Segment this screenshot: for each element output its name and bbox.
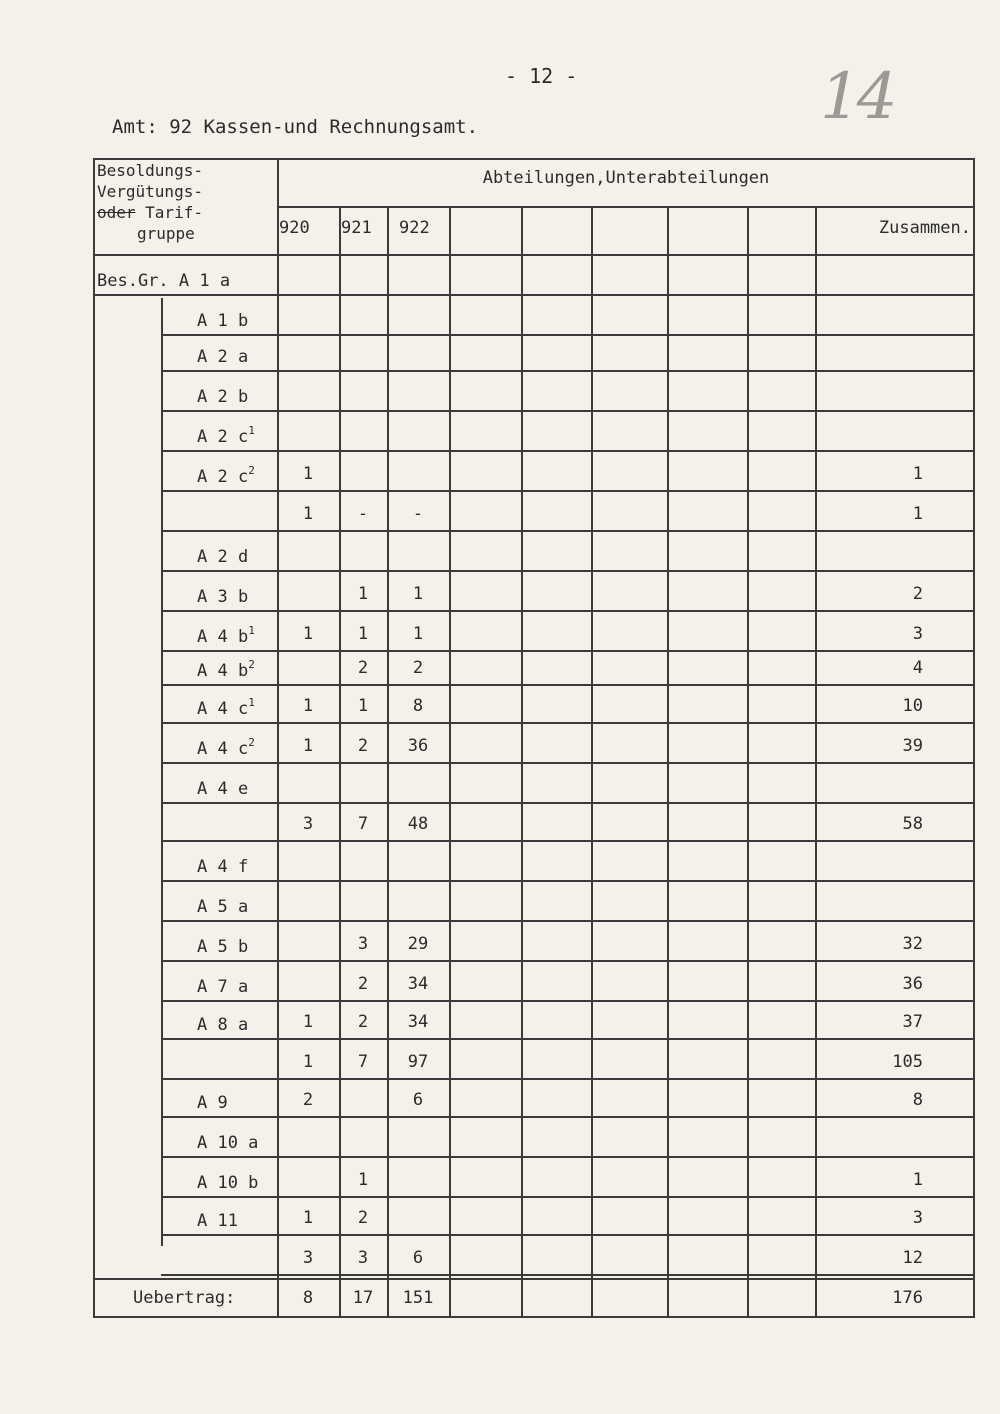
carry-row	[93, 1280, 975, 1316]
cell-c921: 7	[357, 814, 369, 834]
cell-total: 12	[902, 1248, 923, 1268]
col-header-922: 922	[399, 218, 430, 238]
row-group-text: A 2 d	[197, 547, 249, 567]
row-group-text: A 2 a	[197, 347, 249, 367]
row-group-text: A 11	[197, 1211, 238, 1231]
carry-920: 8	[302, 1288, 314, 1308]
table-row	[93, 766, 975, 802]
cell-total: 1	[912, 504, 923, 524]
cell-c922: 1	[412, 624, 424, 644]
cell-total: 1	[912, 1170, 923, 1190]
table-row	[93, 1198, 975, 1234]
carry-label: Uebertrag:	[133, 1288, 236, 1308]
cell-c921: 2	[357, 1208, 369, 1228]
cell-c922: 97	[407, 1052, 429, 1072]
cell-c920: 1	[302, 1012, 314, 1032]
cell-c921: 1	[357, 584, 369, 604]
cell-c920: 1	[302, 624, 314, 644]
cell-c920: 1	[302, 736, 314, 756]
row-group-label	[197, 624, 255, 647]
col-header-921: 921	[341, 218, 372, 238]
row-group-text: A 10 b	[197, 1173, 259, 1193]
group-header-line3: Tarif-	[135, 203, 203, 222]
row-group-text: A 4 c	[197, 739, 249, 759]
cell-total: 37	[902, 1012, 923, 1032]
cell-c921: 3	[357, 1248, 369, 1268]
cell-c922: 8	[412, 696, 424, 716]
cell-c921: 2	[357, 1012, 369, 1032]
table-row	[93, 258, 975, 294]
table-row	[93, 844, 975, 880]
cell-total: 32	[902, 934, 923, 954]
row-group-label	[197, 736, 255, 759]
cell-c920: 1	[302, 1052, 314, 1072]
table-row	[93, 924, 975, 960]
row-group-superscript: 2	[248, 736, 255, 749]
cell-total: 1	[912, 464, 923, 484]
cell-c921: 1	[357, 624, 369, 644]
row-group-superscript: 2	[248, 658, 255, 671]
col-header-total: Zusammen.	[878, 218, 971, 238]
table-row	[93, 884, 975, 920]
table-row	[93, 1080, 975, 1116]
table-row	[93, 534, 975, 570]
table-row	[93, 686, 975, 722]
table-row	[93, 414, 975, 450]
row-group-label	[197, 308, 248, 331]
group-header-line1: Besoldungs-	[97, 161, 203, 180]
row-group-text: A 7 a	[197, 977, 249, 997]
group-column-header	[97, 160, 273, 244]
cell-total: 2	[912, 584, 923, 604]
row-group-text: A 8 a	[197, 1015, 249, 1035]
cell-c920: 2	[302, 1090, 314, 1110]
staff-table	[93, 158, 975, 1318]
row-group-label	[197, 934, 248, 957]
cell-c921: -	[357, 504, 369, 524]
cell-c922: 29	[407, 934, 429, 954]
row-group-label	[197, 696, 255, 719]
row-group-label	[197, 344, 248, 367]
cell-c921: 2	[357, 736, 369, 756]
row-group-label	[197, 894, 248, 917]
row-group-label	[197, 1090, 228, 1113]
cell-c920: 1	[302, 504, 314, 524]
table-row	[93, 1238, 975, 1274]
row-group-label	[197, 584, 248, 607]
cell-total: 10	[902, 696, 923, 716]
table-row	[93, 1160, 975, 1196]
row-group-text: A 4 b	[197, 627, 249, 647]
carry-922: 151	[402, 1288, 434, 1308]
cell-c922: 48	[407, 814, 429, 834]
cell-c920: 1	[302, 1208, 314, 1228]
table-row	[93, 726, 975, 762]
cell-total: 8	[912, 1090, 923, 1110]
table-row	[93, 614, 975, 650]
cell-c920: 1	[302, 464, 314, 484]
cell-total: 4	[912, 658, 923, 678]
row-group-text: A 4 e	[197, 779, 249, 799]
cell-c921: 1	[357, 696, 369, 716]
row-group-label	[197, 1170, 258, 1193]
row-group-text: Bes.Gr. A 1 a	[97, 271, 231, 291]
row-group-text: A 1 b	[197, 311, 249, 331]
cell-total: 36	[902, 974, 923, 994]
row-group-text: A 4 f	[197, 857, 249, 877]
row-group-superscript: 1	[248, 696, 255, 709]
cell-c920: 1	[302, 696, 314, 716]
row-group-text: A 2 c	[197, 427, 249, 447]
table-row	[93, 648, 975, 684]
cell-c921: 1	[357, 1170, 369, 1190]
cell-total: 39	[902, 736, 923, 756]
row-group-label	[197, 1130, 258, 1153]
cell-c922: 6	[412, 1090, 424, 1110]
cell-c922: 1	[412, 584, 424, 604]
cell-c922: 6	[412, 1248, 424, 1268]
row-group-superscript: 1	[248, 424, 255, 437]
table-row	[93, 1042, 975, 1078]
cell-c921: 2	[357, 974, 369, 994]
row-group-superscript: 1	[248, 624, 255, 637]
table-row	[93, 494, 975, 530]
table-row	[93, 804, 975, 840]
row-group-label	[197, 776, 248, 799]
cell-total: 58	[902, 814, 923, 834]
cell-total: 3	[912, 624, 923, 644]
page-number: - 12 -	[505, 64, 578, 88]
row-group-label	[197, 384, 248, 407]
row-group-text: A 5 a	[197, 897, 249, 917]
cell-c922: 34	[407, 1012, 429, 1032]
row-group-text: A 10 a	[197, 1133, 259, 1153]
group-header-line4: gruppe	[137, 224, 195, 243]
row-group-label	[197, 854, 248, 877]
cell-c922: 2	[412, 658, 424, 678]
row-group-label	[197, 464, 255, 487]
row-group-label	[197, 1012, 248, 1035]
table-row	[93, 374, 975, 410]
row-group-label	[197, 1208, 238, 1231]
row-group-text: A 2 b	[197, 387, 249, 407]
cell-c921: 3	[357, 934, 369, 954]
table-row	[93, 454, 975, 490]
table-row	[93, 964, 975, 1000]
cell-c920: 3	[302, 1248, 314, 1268]
row-group-label	[197, 974, 248, 997]
table-row	[93, 1120, 975, 1156]
office-heading: Amt: 92 Kassen-und Rechnungsamt.	[112, 116, 479, 138]
group-header-line2: Vergütungs-	[97, 182, 203, 201]
row-group-text: A 4 c	[197, 699, 249, 719]
table-row	[93, 298, 975, 334]
cell-c922: 34	[407, 974, 429, 994]
row-group-text: A 3 b	[197, 587, 249, 607]
table-row	[93, 574, 975, 610]
cell-c920: 3	[302, 814, 314, 834]
col-header-920: 920	[279, 218, 310, 238]
group-header-struck-word: oder	[97, 203, 136, 222]
row-group-label	[197, 658, 255, 681]
cell-total: 105	[892, 1052, 923, 1072]
cell-total: 3	[912, 1208, 923, 1228]
row-group-label	[97, 268, 230, 291]
carry-921: 17	[352, 1288, 374, 1308]
cell-c921: 7	[357, 1052, 369, 1072]
row-group-label	[197, 424, 255, 447]
table-row	[93, 1002, 975, 1038]
handwritten-folio-number: 14	[820, 60, 894, 134]
cell-c921: 2	[357, 658, 369, 678]
row-group-text: A 5 b	[197, 937, 249, 957]
row-group-label	[197, 544, 248, 567]
table-row	[93, 334, 975, 370]
carry-total: 176	[892, 1288, 923, 1308]
row-group-text: A 4 b	[197, 661, 249, 681]
cell-c922: -	[412, 504, 424, 524]
row-group-text: A 2 c	[197, 467, 249, 487]
row-group-superscript: 2	[248, 464, 255, 477]
cell-c922: 36	[407, 736, 429, 756]
departments-header: Abteilungen,Unterabteilungen	[482, 168, 770, 188]
row-group-text: A 9	[197, 1093, 228, 1113]
